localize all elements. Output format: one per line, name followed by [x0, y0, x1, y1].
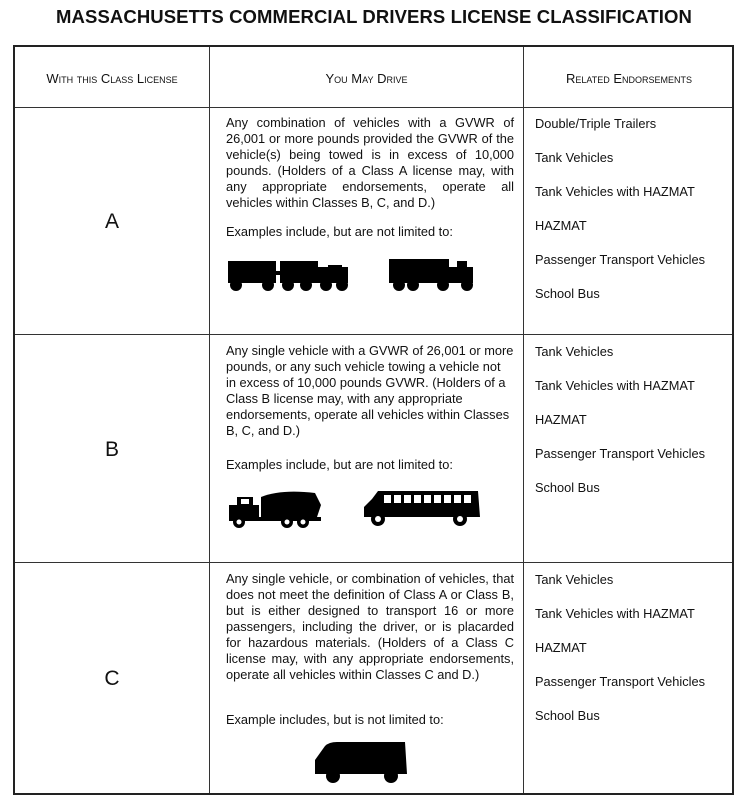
- endorsement-item: HAZMAT: [535, 640, 587, 655]
- endorsement-item: Double/Triple Trailers: [535, 116, 657, 131]
- class-c-label: C: [104, 667, 120, 690]
- class-a-endorsements: [535, 115, 730, 319]
- column-divider: [209, 47, 210, 793]
- school-bus-icon: [362, 487, 482, 529]
- endorsement-item: Tank Vehicles with HAZMAT: [535, 184, 695, 199]
- class-c-description: Any single vehicle, or combination of vehicles, that does not meet the definition of Class A or Class B, but is either designed to transport 16 or more passengers, including the driver, or is placarded for hazardous materials. (Holders of a Class C license may, with any appropriate endorsements, operate all vehicles within Classes C and D.): [226, 571, 514, 682]
- header-endorsements: Related Endorsements: [565, 70, 693, 86]
- column-divider: [523, 47, 524, 793]
- classification-table: [13, 45, 734, 795]
- tractor-trailer-icon: [387, 255, 475, 295]
- class-b-description: Any single vehicle with a GVWR of 26,001 or more pounds, or any such vehicle towing a vehicle not in excess of 10,000 pounds GVWR. (Holders of a Class B license may, with any appropriate endorsements, operate all vehicles within Classes B, C, and D.): [226, 343, 514, 438]
- class-a-description: Any combination of vehicles with a GVWR of 26,001 or more pounds provided the GVWR of the vehicle(s) being towed is in excess of 10,000 pounds. (Holders of a Class A license may, with any appropriate endorsements, operate all vehicles within Classes B, C, and D.): [226, 115, 514, 210]
- tractor-double-trailer-icon: [226, 255, 348, 295]
- endorsement-item: School Bus: [535, 708, 600, 723]
- class-c-endorsements: [535, 571, 730, 741]
- row-divider: [15, 334, 732, 335]
- class-b-label: B: [104, 438, 119, 461]
- endorsement-item: Tank Vehicles: [535, 150, 614, 165]
- endorsement-item: School Bus: [535, 480, 600, 495]
- endorsement-item: Tank Vehicles with HAZMAT: [535, 606, 695, 621]
- class-a-label: A: [104, 210, 119, 233]
- passenger-van-icon: [313, 740, 409, 784]
- class-b-endorsements: [535, 343, 730, 513]
- header-class: With this Class License: [46, 70, 178, 86]
- class-b-examples-caption: Examples include, but are not limited to:: [226, 457, 453, 472]
- header-you-may-drive: You May Drive: [325, 70, 408, 86]
- endorsement-item: Tank Vehicles: [535, 344, 614, 359]
- endorsement-item: Passenger Transport Vehicles: [535, 674, 706, 689]
- class-c-examples-caption: Example includes, but is not limited to:: [226, 712, 444, 727]
- row-divider: [15, 562, 732, 563]
- endorsement-item: Passenger Transport Vehicles: [535, 446, 706, 461]
- tanker-truck-icon: [227, 487, 323, 529]
- endorsement-item: School Bus: [535, 286, 600, 301]
- endorsement-item: Tank Vehicles with HAZMAT: [535, 378, 695, 393]
- class-a-examples-caption: Examples include, but are not limited to:: [226, 224, 453, 239]
- page-title: MASSACHUSETTS COMMERCIAL DRIVERS LICENSE CLASSIFICATION: [56, 6, 692, 27]
- endorsement-item: HAZMAT: [535, 218, 587, 233]
- endorsement-item: HAZMAT: [535, 412, 587, 427]
- endorsement-item: Tank Vehicles: [535, 572, 614, 587]
- endorsement-item: Passenger Transport Vehicles: [535, 252, 706, 267]
